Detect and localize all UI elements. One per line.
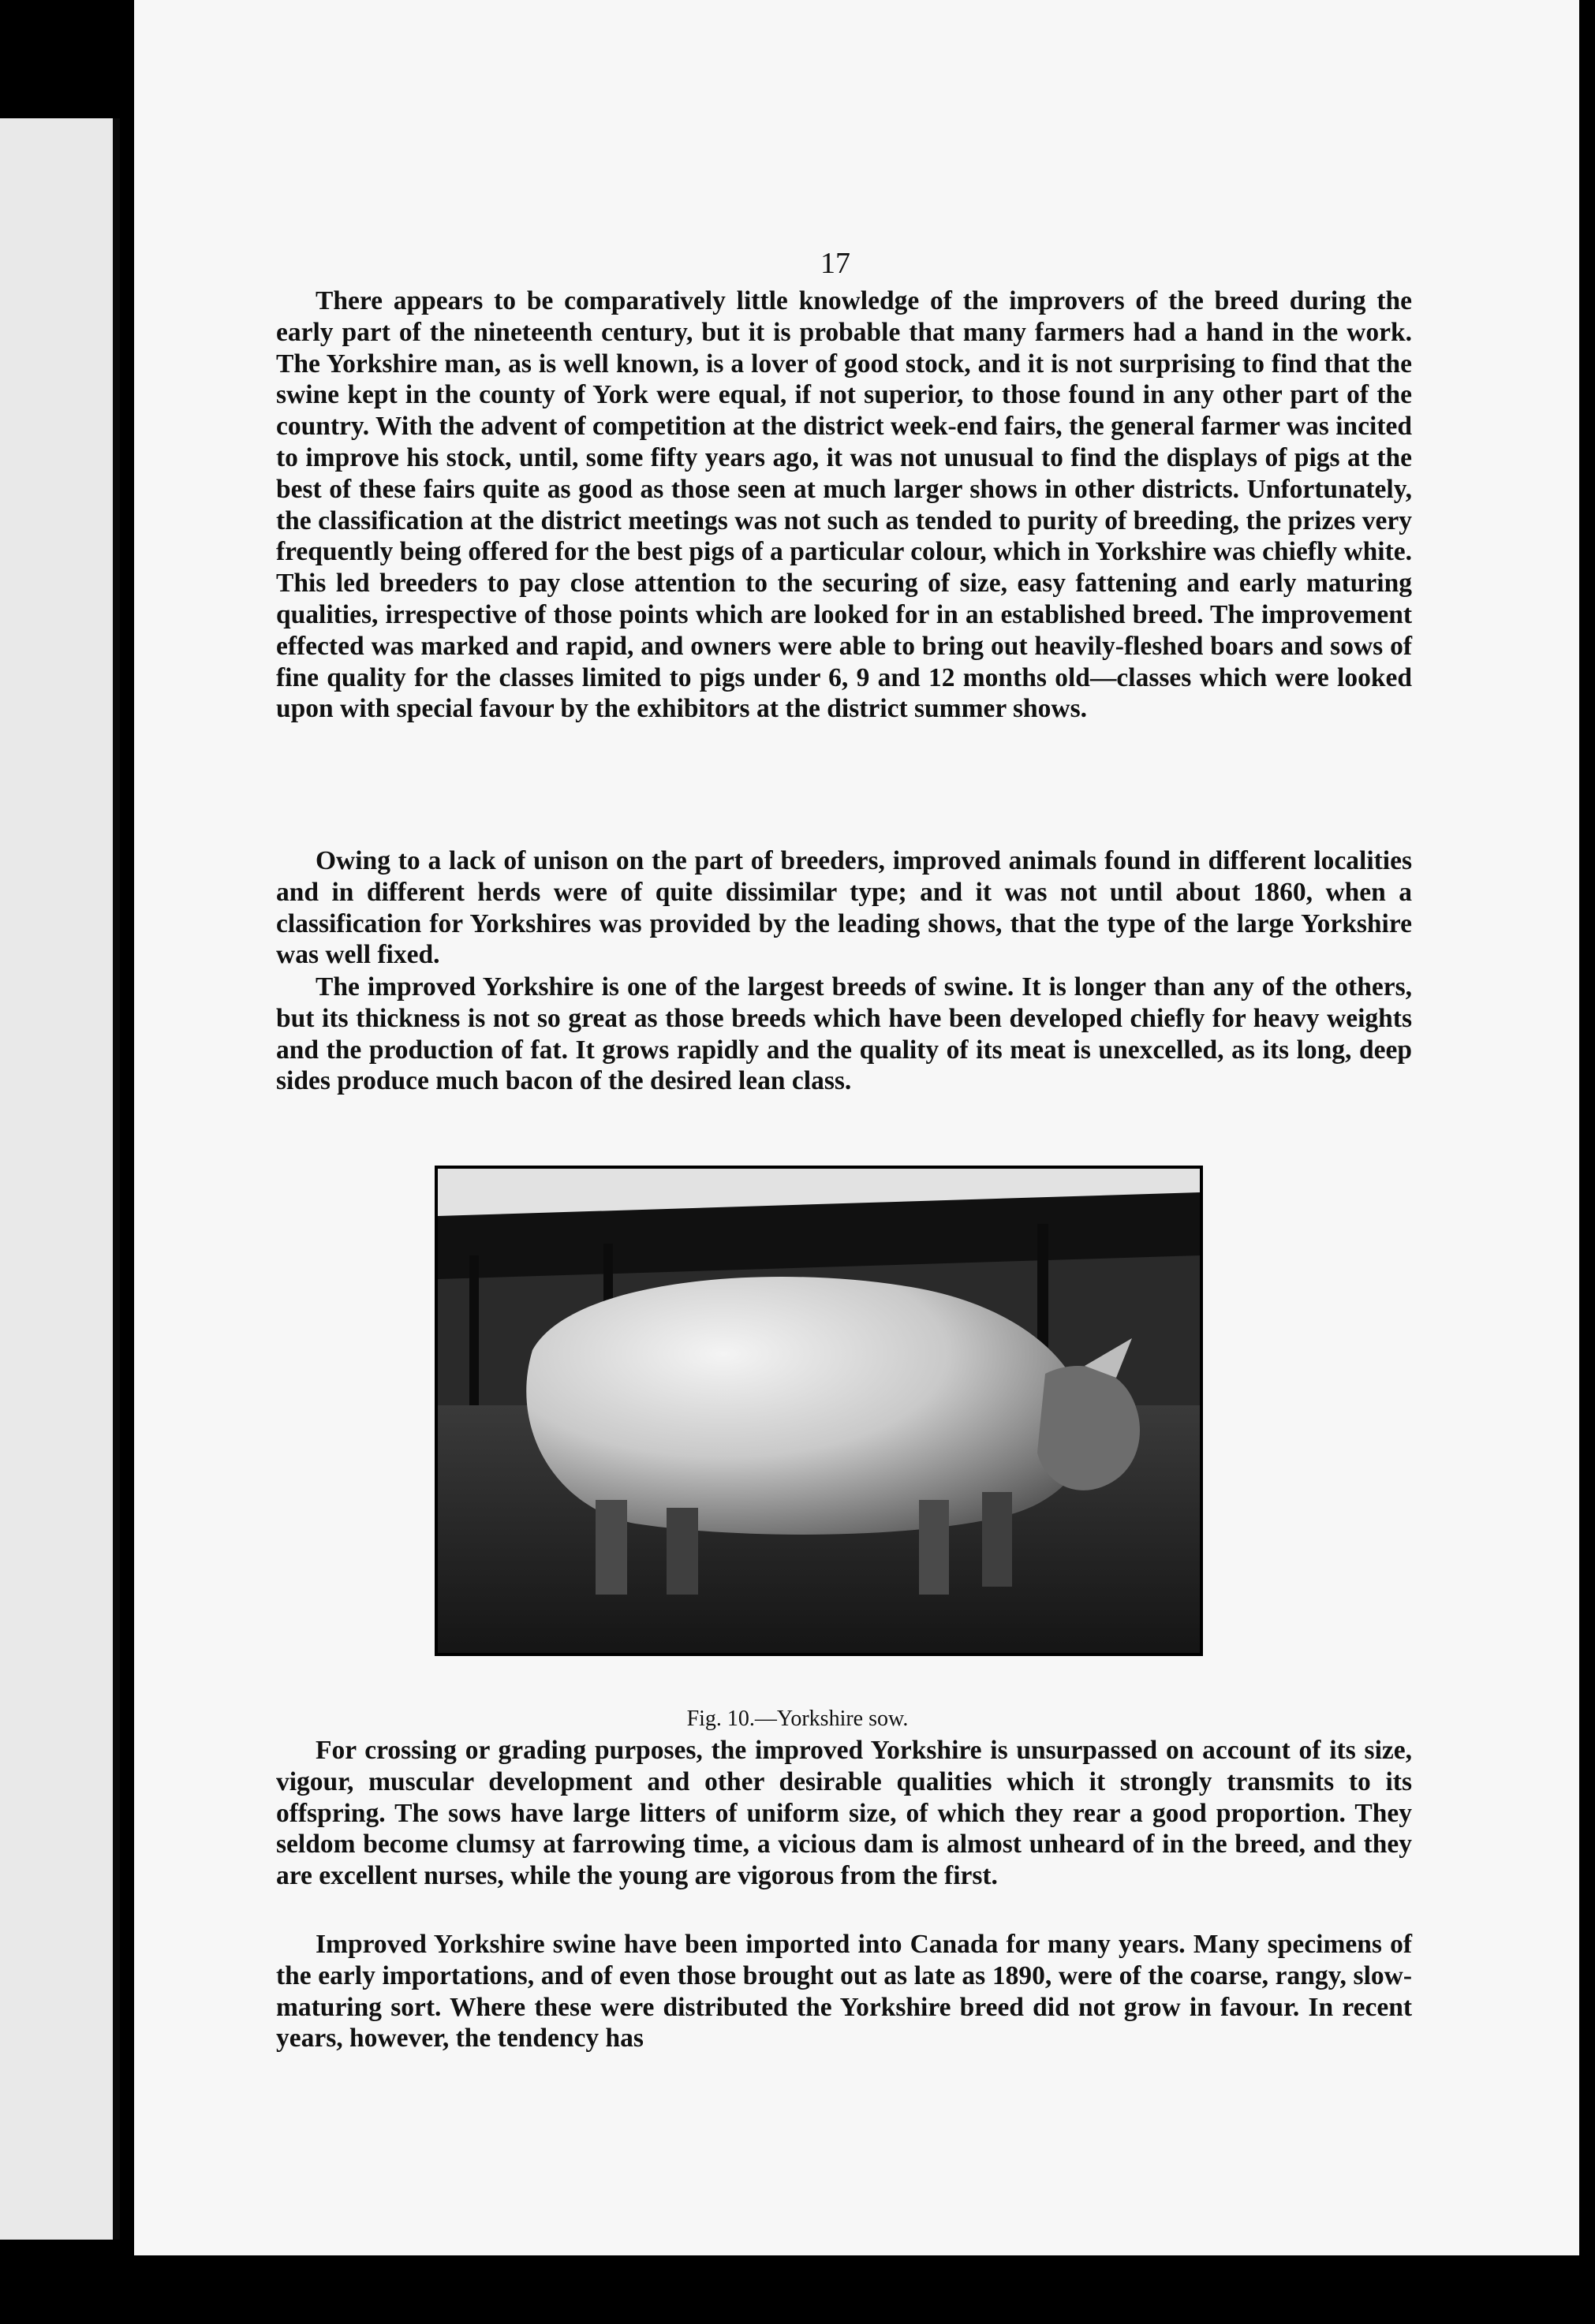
text-block-unison (276, 845, 1412, 975)
facing-page-edge (0, 118, 113, 2240)
figure-caption: Fig. 10.—Yorkshire sow. (686, 1707, 909, 1731)
paragraph-history: There appears to be comparatively little knowledge of the improvers of the breed during the early part of the nineteenth century, but it is probable that many farmers had a hand in the work. The Yorkshire man, as is well known, is a lover of good stock, and it is not surprising to find that the swine kept in the county of York were equal, if not superior, to those found in any other part of the country. With the advent of competition at the district week-end fairs, the general farmer was incited to improve his stock, until, some fifty years ago, it was not unusual to find the displays of pigs at the best of these fairs quite as good as those seen at much larger shows in other districts. Unfortunately, the classification at the district meetings was not such as tended to purity of breeding, the prizes very frequently being offered for the best pigs of a particular colour, which in Yorkshire was chiefly white. This led breeders to pay close attention to the securing of size, easy fattening and early maturing qualities, irrespective of those points which are looked for in an established breed. The improvement effected was marked and rapid, and owners were able to bring out heavily-fleshed boars and sows of fine quality for the classes limited to pigs under 6, 9 and 12 months old—classes which were looked upon with special favour by the exhibitors at the district summer shows. (276, 286, 1412, 724)
yorkshire-sow-photo (435, 1166, 1203, 1656)
paragraph-imports: Improved Yorkshire swine have been imported into Canada for many years. Many specimens of the early importations, and of even those brought out as late as 1890, were of the coarse, rangy, slow-maturing sort. Where these were distributed the Yorkshire breed did not grow in favour. In recent years, however, the tendency has (276, 1930, 1412, 2054)
text-block-crossing (276, 1735, 1412, 1896)
text-block-description (276, 972, 1412, 1101)
paragraph-crossing: For crossing or grading purposes, the improved Yorkshire is unsurpassed on account of its size, vigour, muscular development and other desirable qualities which it strongly transmits to its offspring. The sows have large litters of uniform size, of which they rear a good proportion. They seldom become clumsy at farrowing time, a vicious dam is almost unheard of in the breed, and they are excellent nurses, while the young are vigorous from the first. (276, 1736, 1412, 1891)
text-block-top (276, 285, 1412, 729)
paragraph-unison: Owing to a lack of unison on the part of breeders, improved animals found in different localities and in different herds were of quite dissimilar type; and it was not until about 1860, when a classification for Yorkshires was provided by the leading shows, that the type of the large Yorkshire was well fixed. (276, 846, 1412, 970)
sow-illustration (438, 1169, 1200, 1653)
book-spine (113, 118, 120, 2240)
paragraph-description: The improved Yorkshire is one of the largest breeds of swine. It is longer than any of the others, but its thickness is not so great as those breeds which have been developed chiefly for heavy weights and the production of fat. It grows rapidly and the quality of its meat is unexcelled, as its long, deep sides produce much bacon of the desired lean class. (276, 972, 1412, 1096)
page-number: 17 (820, 247, 850, 280)
text-block-imports (276, 1929, 1412, 2058)
